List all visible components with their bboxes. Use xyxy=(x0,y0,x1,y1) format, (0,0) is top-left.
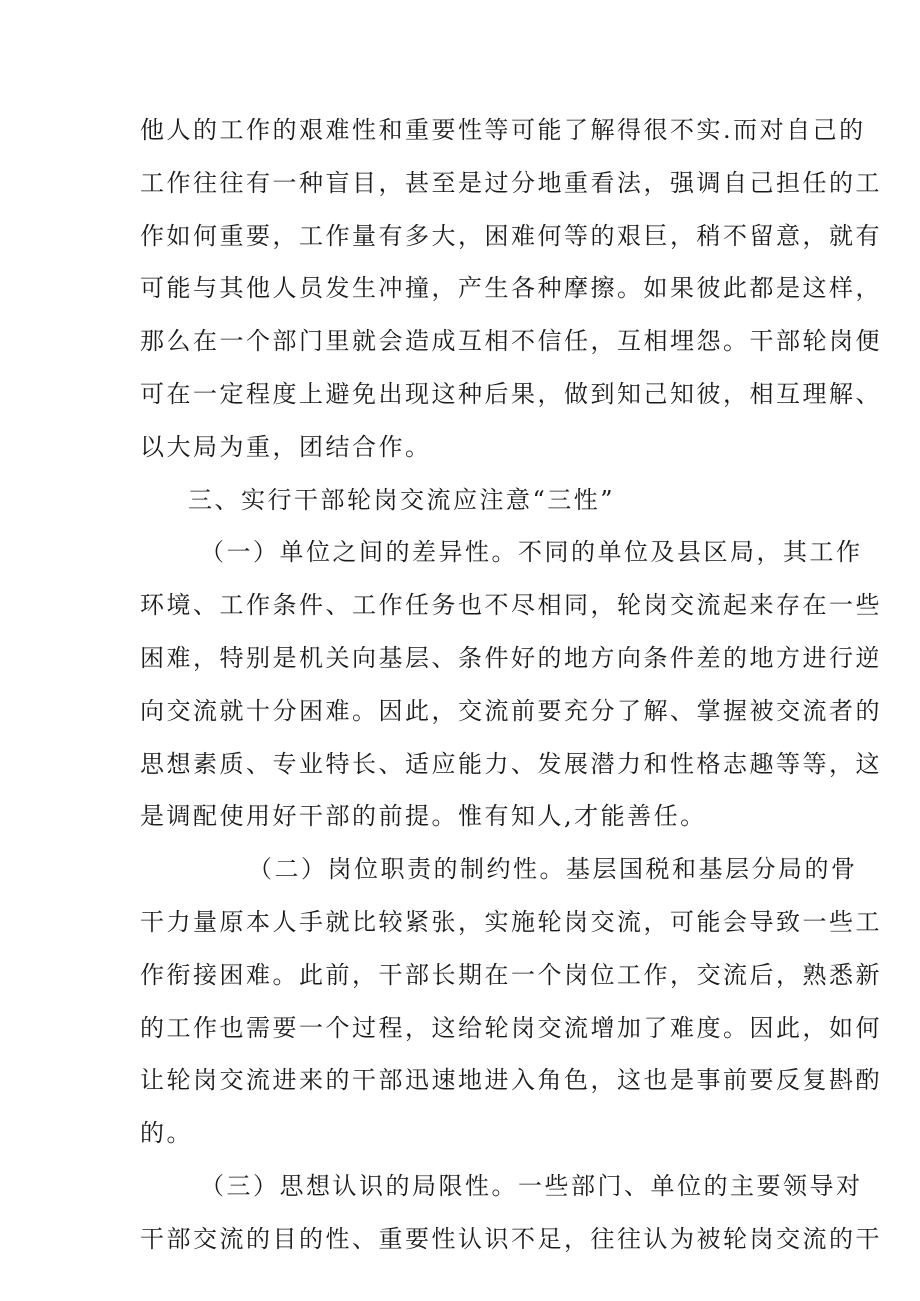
text-line: 向交流就十分困难。因此，交流前要充分了解、掌握被交流者的 xyxy=(140,696,882,725)
subsection-heading: （一）单位之间的差异性。不同的单位及县区局，其工作 xyxy=(200,538,863,567)
text-line: 他人的工作的艰难性和重要性等可能了解得很不实.而对自己的 xyxy=(140,116,866,144)
text-line: 的。 xyxy=(140,1119,193,1148)
text-line: 作如何重要，工作量有多大，困难何等的艰巨，稍不留意，就有 xyxy=(140,221,882,250)
text-line: 困难，特别是机关向基层、条件好的地方向条件差的地方进行逆 xyxy=(140,643,882,672)
subsection-heading: （三）思想认识的局限性。一些部门、单位的主要领导对 xyxy=(200,1171,863,1200)
text-line: 可能与其他人员发生冲撞，产生各种摩擦。如果彼此都是这样， xyxy=(140,274,882,303)
text-line: 那么在一个部门里就会造成互相不信任，互相埋怨。干部轮岗便 xyxy=(140,327,882,356)
text-line: 干部交流的目的性、重要性认识不足，往往认为被轮岗交流的干 xyxy=(140,1224,882,1253)
text-line: 工作往往有一种盲目，甚至是过分地重看法，强调自己担任的工 xyxy=(140,168,882,197)
text-line: 是调配使用好干部的前提。惟有知人,才能善任。 xyxy=(140,802,707,831)
text-line: 的工作也需要一个过程，这给轮岗交流增加了难度。因此，如何 xyxy=(140,1013,882,1042)
text-line: 作衔接困难。此前，干部长期在一个岗位工作，交流后，熟悉新 xyxy=(140,960,882,989)
text-line: 思想素质、专业特长、适应能力、发展潜力和性格志趣等等，这 xyxy=(140,749,882,778)
text-line: 以大局为重，团结合作。 xyxy=(140,432,432,461)
subsection-heading: （二）岗位职责的制约性。基层国税和基层分局的骨 xyxy=(248,855,858,884)
section-heading: 三、实行干部轮岗交流应注意“三性” xyxy=(188,485,616,514)
document-body xyxy=(140,104,882,1266)
text-line: 干力量原本人手就比较紧张，实施轮岗交流，可能会导致一些工 xyxy=(140,907,882,936)
text-line: 让轮岗交流进来的干部迅速地进入角色，这也是事前要反复斟酌 xyxy=(140,1066,882,1095)
text-line: 可在一定程度上避免出现这种后果，做到知己知彼，相互理解、 xyxy=(140,379,882,408)
text-line: 环境、工作条件、工作任务也不尽相同，轮岗交流起来存在一些 xyxy=(140,591,882,620)
